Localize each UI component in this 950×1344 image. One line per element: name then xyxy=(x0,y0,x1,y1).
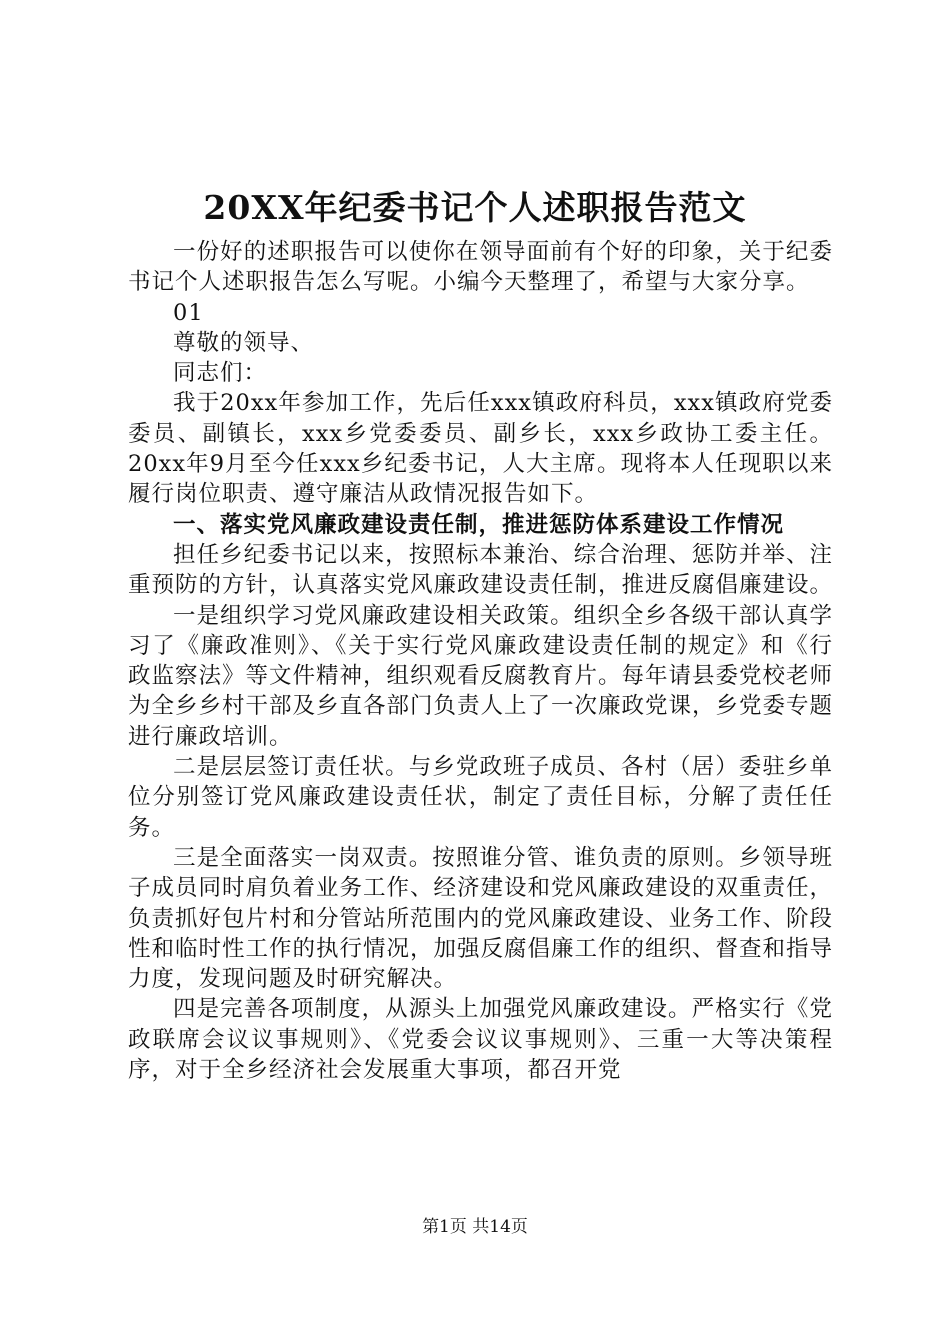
paragraph-item-2: 二是层层签订责任状。与乡党政班子成员、各村（居）委驻乡单位分别签订党风廉政建设责任状，制定了责任目标，分解了责任任务。 xyxy=(128,754,833,841)
paragraph-item-4: 四是完善各项制度，从源头上加强党风廉政建设。严格实行《党政联席会议议事规则》、《党委会议议事规则》、三重一大等决策程序，对于全乡经济社会发展重大事项，都召开党 xyxy=(128,996,833,1084)
paragraph-number: 01 xyxy=(173,299,204,326)
paragraph-intro: 一份好的述职报告可以使你在领导面前有个好的印象，关于纪委书记个人述职报告怎么写呢。小编今天整理了，希望与大家分享。 xyxy=(128,239,833,296)
document-body xyxy=(128,237,833,1085)
document-title: 20XX年纪委书记个人述职报告范文 xyxy=(203,188,747,227)
page-number-footer: 第1页 共14页 xyxy=(422,1217,528,1237)
section-heading-1: 一、落实党风廉政建设责任制，推进惩防体系建设工作情况 xyxy=(173,511,785,538)
paragraph-item-1: 一是组织学习党风廉政建设相关政策。组织全乡各级干部认真学习了《廉政准则》、《关于实行党风廉政建设责任制的规定》和《行政监察法》等文件精神，组织观看反腐教育片。每年请县委党校老师为全乡乡村干部及乡直各部门负责人上了一次廉政党课，乡党委专题进行廉政培训。 xyxy=(128,602,834,750)
paragraph-background: 我于20xx年参加工作，先后任xxx镇政府科员，xxx镇政府党委委员、副镇长，xxx乡党委委员、副乡长，xxx乡政协工委主任。20xx年9月至今任xxx乡纪委书记，人大主席。现将本人任现职以来履行岗位职责、遵守廉洁从政情况报告如下。 xyxy=(128,390,833,508)
paragraph-salutation-2: 同志们： xyxy=(173,360,268,387)
paragraph-salutation: 尊敬的领导、 xyxy=(173,329,315,356)
paragraph-item-3: 三是全面落实一岗双责。按照谁分管、谁负责的原则。乡领导班子成员同时肩负着业务工作、经济建设和党风廉政建设的双重责任，负责抓好包片村和分管站所范围内的党风廉政建设、业务工作、阶段性和临时性工作的执行情况，加强反腐倡廉工作的组织、督查和指导力度，发现问题及时研究解决。 xyxy=(128,844,834,993)
paragraph-section-intro: 担任乡纪委书记以来，按照标本兼治、综合治理、惩防并举、注重预防的方针，认真落实党风廉政建设责任制，推进反腐倡廉建设。 xyxy=(128,541,834,599)
